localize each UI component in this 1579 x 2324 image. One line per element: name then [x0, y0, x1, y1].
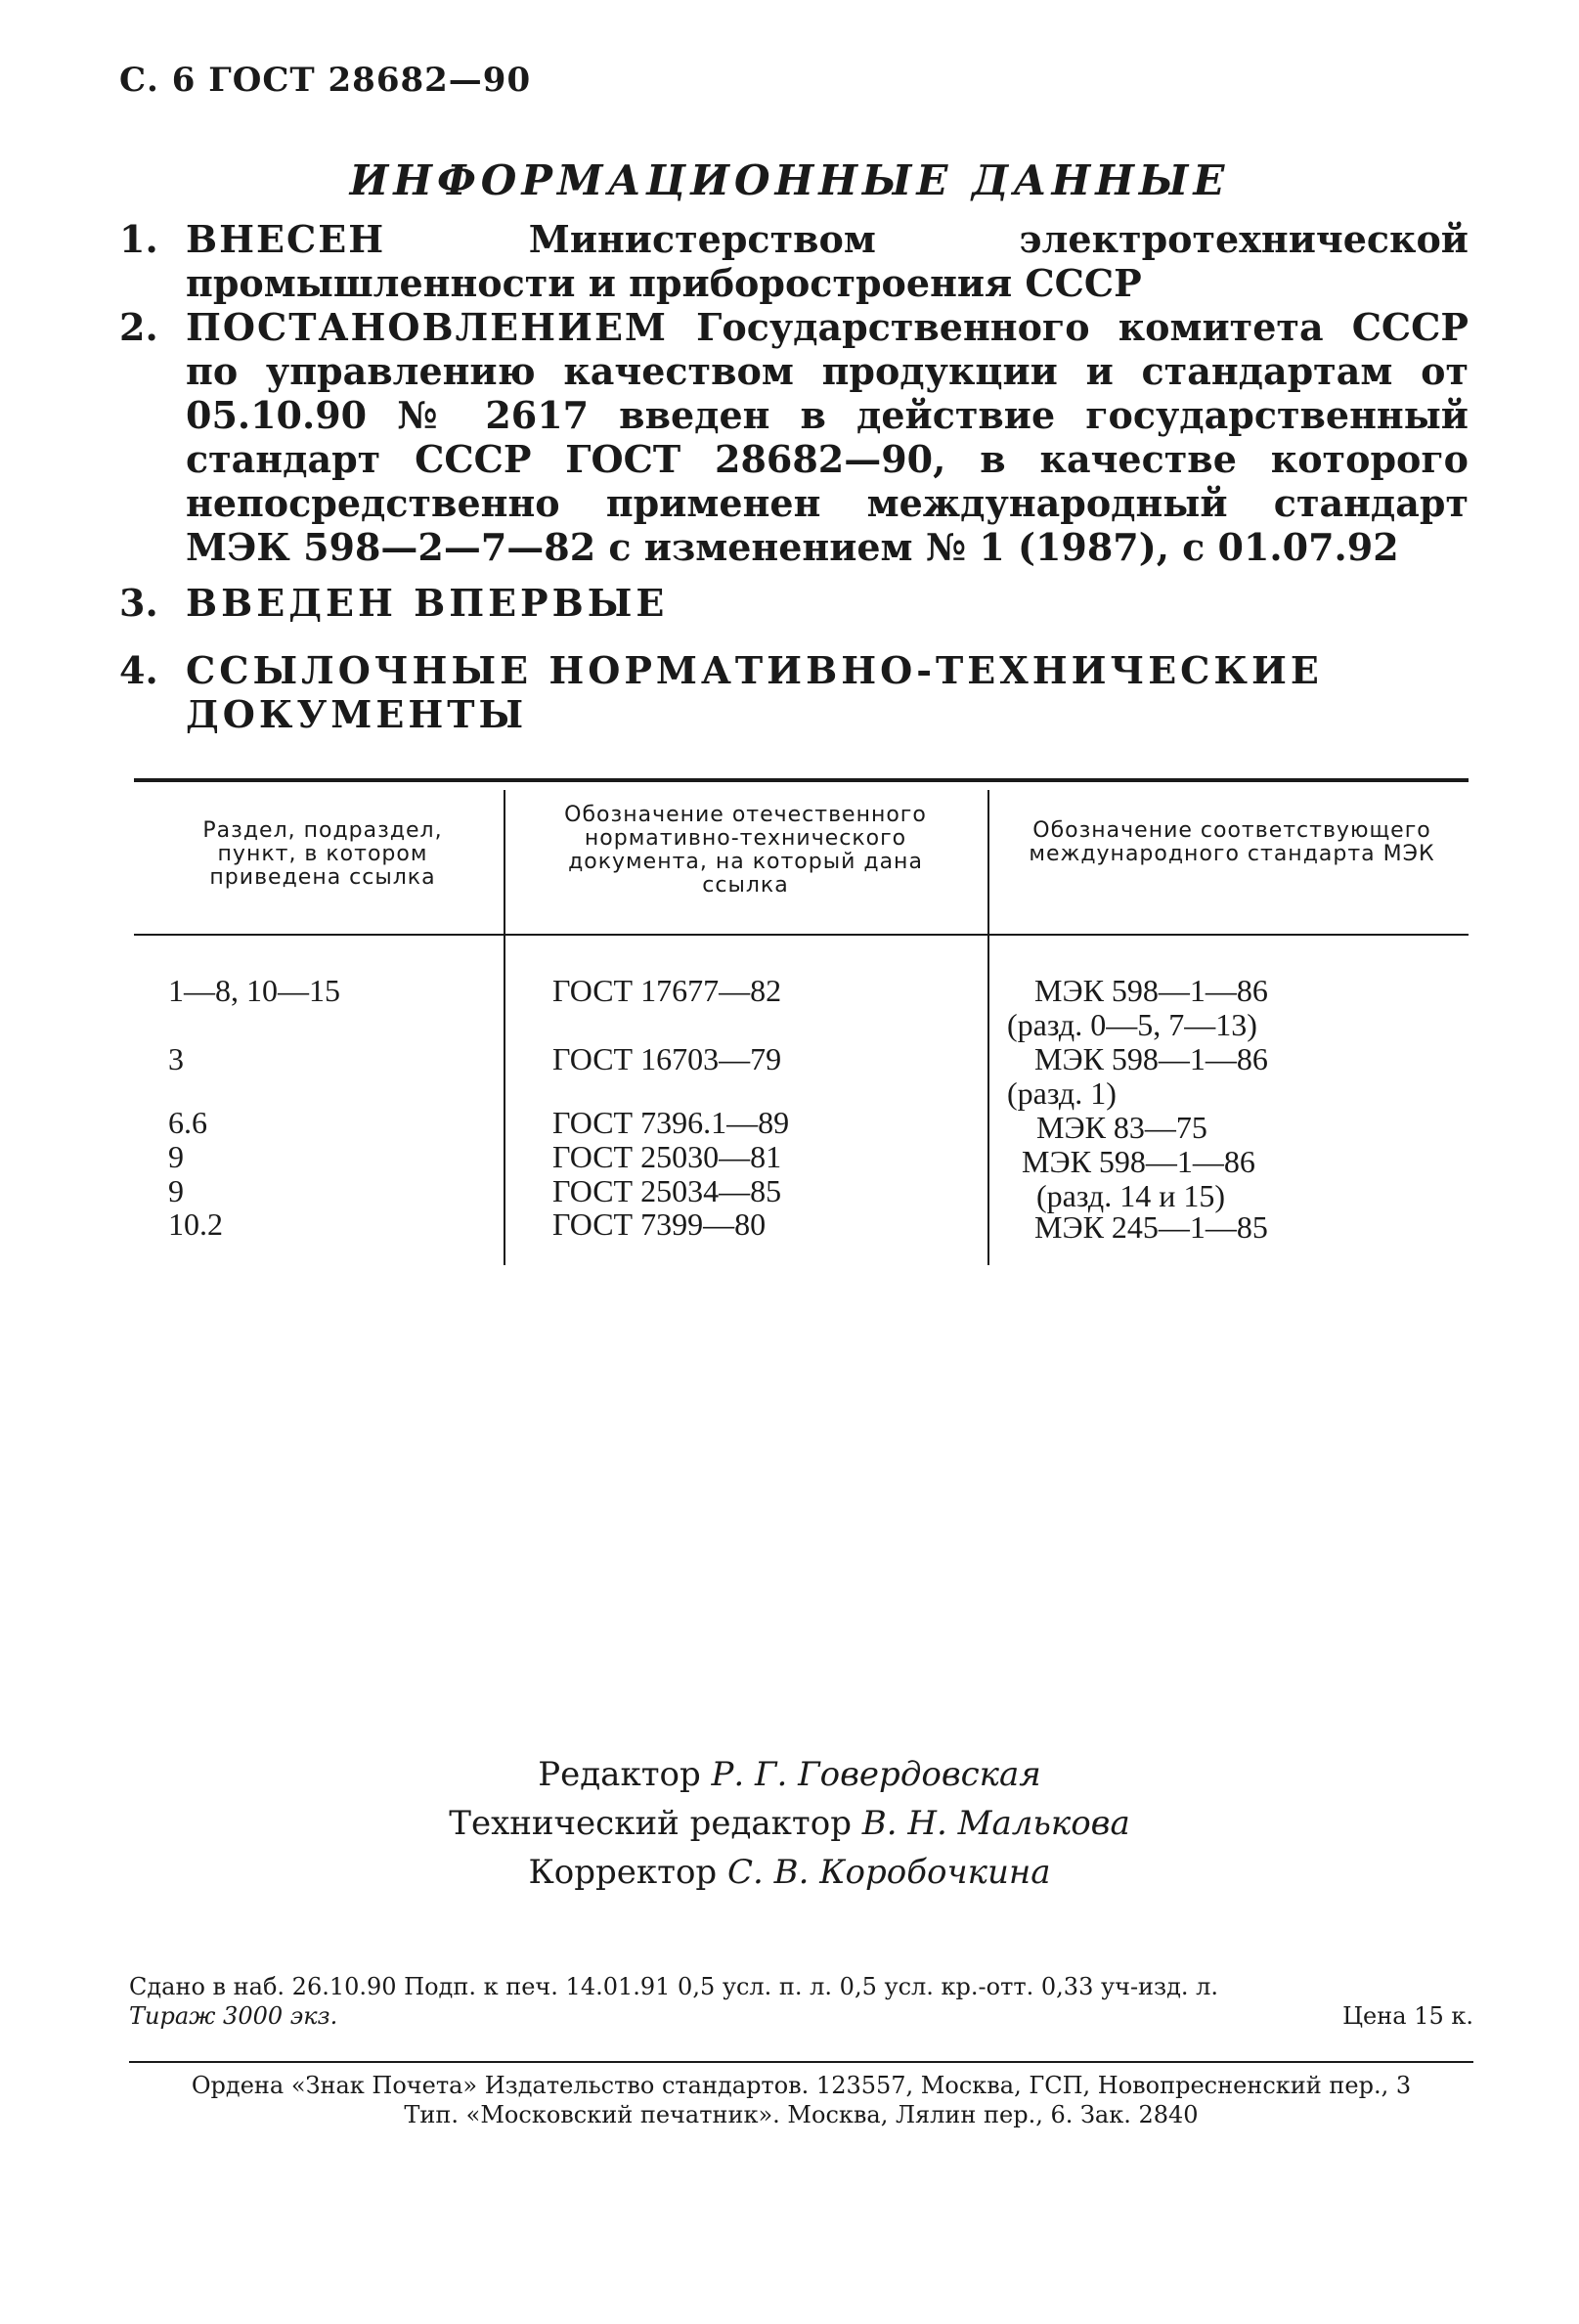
item-text	[186, 217, 1469, 305]
price: Цена 15 к.	[1342, 2002, 1473, 2030]
item-lead: ВНЕСЕН	[186, 217, 386, 261]
staff-role: Редактор	[538, 1755, 701, 1794]
table-cell-iec-standard: МЭК 245—1—85	[1034, 1209, 1268, 1245]
table-cell-section: 3	[168, 1041, 184, 1076]
imprint-line: Сдано в наб. 26.10.90 Подп. к печ. 14.01.91 0,5 усл. п. л. 0,5 усл. кр.-отт. 0,33 уч-изд. л.	[129, 1973, 1219, 2000]
item-body-text: Государственного комитета СССР по управлению качеством продукции и стандартам от 05.10.90 № 2617 введен в действие государственный стандарт СССР ГОСТ 28682—90, в качестве которого непосредственно применен международный стандарт МЭК 598—2—7—82 с изменением № 1 (1987), с 01.07.92	[186, 305, 1469, 569]
item-lead: ПОСТАНОВЛЕНИЕМ	[186, 305, 668, 349]
table-cell-section: 9	[168, 1139, 184, 1174]
info-item-2	[119, 305, 1469, 569]
table-header-section: Раздел, подраздел, пункт, в котором приведена ссылка	[202, 818, 443, 890]
item-number: 3.	[119, 581, 158, 625]
table-header-domestic-doc: Обозначение отечественного нормативно-технического документа, на который дана ссылка	[564, 803, 927, 898]
table-cell-section: 9	[168, 1173, 184, 1208]
info-list	[119, 217, 1469, 736]
footer-rule	[129, 2061, 1473, 2063]
editorial-staff	[0, 1750, 1579, 1897]
info-item-3	[119, 581, 1469, 625]
table-cell-domestic-doc: ГОСТ 25030—81	[552, 1139, 782, 1174]
table-cell-section: 6.6	[168, 1105, 207, 1140]
item-lead: ССЫЛОЧНЫЕ НОРМАТИВНО-ТЕХНИЧЕСКИЕ ДОКУМЕНТЫ	[186, 648, 1323, 736]
staff-role: Технический редактор	[449, 1804, 852, 1843]
publisher-line: Ордена «Знак Почета» Издательство стандартов. 123557, Москва, ГСП, Новопресненский пер., 3	[191, 2072, 1412, 2099]
imprint-run	[129, 2002, 1473, 2030]
staff-name: С. В. Коробочкина	[727, 1853, 1051, 1892]
info-item-4	[119, 648, 1469, 736]
table-cell-domestic-doc: ГОСТ 25034—85	[552, 1173, 782, 1208]
print-run: Тираж 3000 экз.	[129, 2002, 338, 2030]
staff-role: Корректор	[528, 1853, 718, 1892]
table-cell-iec-standard: МЭК 83—75	[1036, 1110, 1207, 1145]
table-cell-section: 10.2	[168, 1206, 223, 1242]
column-divider	[987, 790, 989, 1265]
table-cell-iec-standard: (разд. 0—5, 7—13)	[1007, 1007, 1257, 1042]
table-header-iec-standard: Обозначение соответствующего международного стандарта МЭК	[1029, 818, 1435, 866]
printer-line: Тип. «Московский печатник». Москва, Лялин пер., 6. Зак. 2840	[404, 2101, 1199, 2128]
publisher-info	[129, 2071, 1473, 2129]
table-cell-iec-standard: (разд. 14 и 15)	[1036, 1178, 1225, 1213]
page-label: С. 6 ГОСТ 28682—90	[119, 61, 532, 100]
table-cell-iec-standard: (разд. 1)	[1007, 1075, 1117, 1111]
table-cell-domestic-doc: ГОСТ 17677—82	[552, 973, 782, 1008]
staff-name: Р. Г. Говердовская	[711, 1755, 1041, 1794]
item-number: 2.	[119, 305, 158, 349]
item-text	[186, 305, 1469, 569]
table-cell-domestic-doc: ГОСТ 7399—80	[552, 1206, 767, 1242]
table-cell-iec-standard: МЭК 598—1—86	[1022, 1144, 1255, 1179]
info-item-1	[119, 217, 1469, 305]
staff-name: В. Н. Малькова	[861, 1804, 1130, 1843]
item-number: 1.	[119, 217, 158, 261]
staff-line-tech-editor	[0, 1799, 1579, 1848]
staff-line-corrector	[0, 1848, 1579, 1897]
item-lead: ВВЕДЕН ВПЕРВЫЕ	[186, 581, 669, 625]
table-cell-iec-standard: МЭК 598—1—86	[1034, 973, 1268, 1008]
table-cell-iec-standard: МЭК 598—1—86	[1034, 1041, 1268, 1076]
item-body-text: Министерством электротехнической промышленности и приборостроения СССР	[186, 217, 1469, 305]
table-cell-domestic-doc: ГОСТ 7396.1—89	[552, 1105, 790, 1140]
table-cell-section: 1—8, 10—15	[168, 973, 340, 1008]
staff-line-editor	[0, 1750, 1579, 1799]
table-top-rule	[134, 778, 1469, 782]
table-header-rule	[134, 934, 1469, 936]
column-divider	[504, 790, 505, 1265]
table-cell-domestic-doc: ГОСТ 16703—79	[552, 1041, 782, 1076]
section-title: ИНФОРМАЦИОННЫЕ ДАННЫЕ	[349, 156, 1230, 204]
item-number: 4.	[119, 648, 158, 692]
